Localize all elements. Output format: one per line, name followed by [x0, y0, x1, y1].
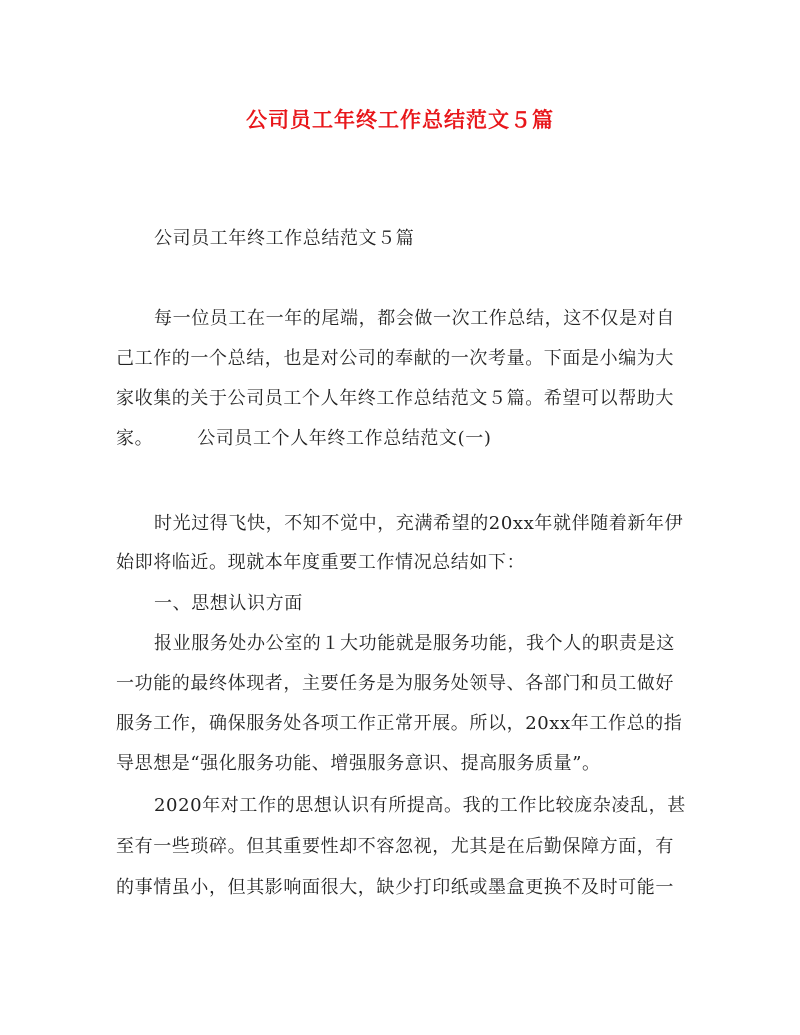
- section-heading: 一、思想认识方面: [154, 593, 303, 614]
- text-line: 的事情虽小，但其影响面很大，缺少打印纸或墨盒更换不及时可能一: [116, 877, 674, 898]
- text-fragment: 家。: [116, 428, 154, 449]
- text-line: 己工作的一个总结，也是对公司的奉献的一次考量。下面是小编为大: [116, 348, 674, 369]
- text-line: 时光过得飞快，不知不觉中，充满希望的20xx年就伴随着新年伊: [154, 513, 684, 534]
- text-line: 家收集的关于公司员工个人年终工作总结范文５篇。希望可以帮助大: [116, 388, 674, 409]
- text-line: 至有一些琐碎。但其重要性却不容忽视，尤其是在后勤保障方面，有: [116, 836, 674, 857]
- text-line: 导思想是“强化服务功能、增强服务意识、提高服务质量”。: [116, 753, 601, 774]
- text-line: 报业服务处办公室的１大功能就是服务功能，我个人的职责是这: [154, 633, 675, 654]
- document-title: 公司员工年终工作总结范文５篇: [246, 107, 554, 132]
- text-line: 一功能的最终体现者，主要任务是为服务处领导、各部门和员工做好: [116, 673, 674, 694]
- subtitle-line: 公司员工年终工作总结范文５篇: [154, 228, 415, 249]
- text-line: 始即将临近。现就本年度重要工作情况总结如下：: [116, 552, 526, 573]
- text-line: [116, 427, 696, 451]
- text-line: 服务工作，确保服务处各项工作正常开展。所以，20xx年工作总的指: [116, 713, 683, 734]
- section-heading: 公司员工个人年终工作总结范文(一): [197, 428, 492, 449]
- text-line: 每一位员工在一年的尾端，都会做一次工作总结，这不仅是对自: [154, 308, 675, 329]
- text-line: 2020年对工作的思想认识有所提高。我的工作比较庞杂凌乱，甚: [154, 795, 686, 816]
